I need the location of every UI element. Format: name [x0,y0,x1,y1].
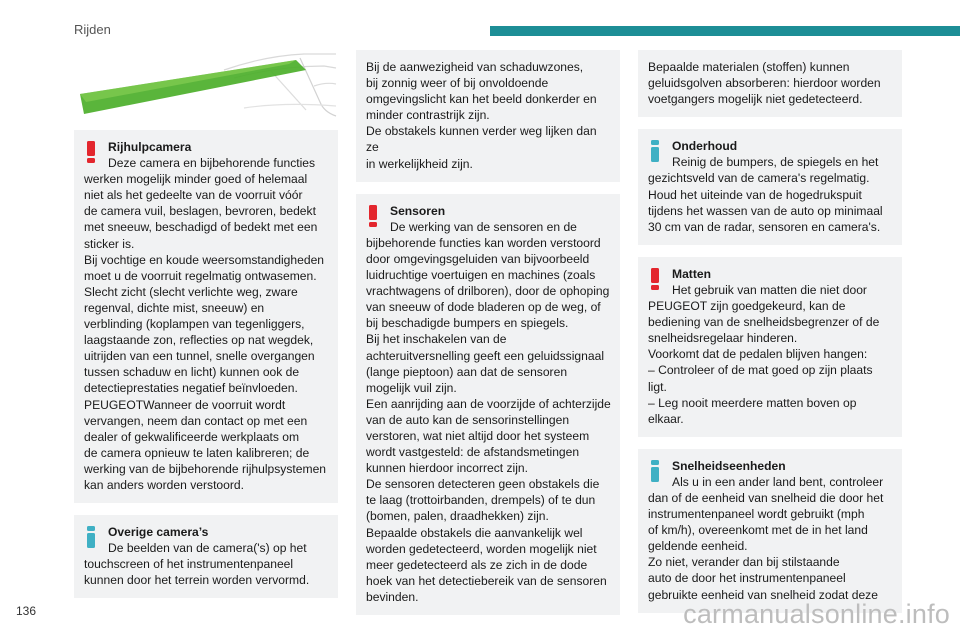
watermark: carmanualsonline.info [683,599,950,629]
note-body: bijbehorende functies kan worden verstoord door omgevingsgeluiden van bijvoorbeeld luidruchtige voertuigen en machines (zoals vrachtwagens of drilboren), door de ophoping van sneeuw of dode bladeren op de weg, of bij beschadigde bumpers en spiegels. Bij het inschakelen van de achteruitversnelling geeft een geluidssignaal (lange pieptoon) aan dat de sensoren mogelijk vuil zijn. Een aanrijding aan de voorzijde of achterzijde van de auto kan de sensorinstellingen verstoren, wat niet altijd door het systeem wordt vastgesteld: de afstandsmetingen kunnen hierdoor incorrect zijn. De sensoren detecteren geen obstakels die te laag (trottoirbanden, drempels) of te dun (bomen, palen, draadhekken) zijn. Bepaalde obstakels die aanvankelijk wel worden gedetecteerd, worden mogelijk niet meer gedetecteerd als ze zich in de dode hoek van het detectiebereik van de sensoren bevinden. [366,235,611,604]
note-overige-cameras [74,515,338,598]
column-1 [74,50,338,610]
camera-beam-shape [80,60,306,114]
note-body: werken mogelijk minder goed of helemaal niet als het gedeelte van de voorruit vóór de camera vuil, beslagen, bevroren, bedekt met sneeuw, beschadigd of bedekt met een sticker is. Bij vochtige en koude weersomstandigheden moet u de voorruit regelmatig ontwasemen. Slecht zicht (slecht verlichte weg, zware regenval, dichte mist, sneeuw) en verblinding (koplampen van tegenliggers, laagstaande zon, reflecties op nat wegdek, uitrijden van een tunnel, snelle overgangen tussen schaduw en licht) kunnen ook de detectieprestaties negatief beïnvloeden. PEUGEOTWanneer de voorruit wordt vervangen, neem dan contact op met een dealer of gekwalificeerde werkplaats om de camera opnieuw te laten kalibreren; de werking van de bijbehorende rijhulpsystemen kan anders worden verstoord. [84,172,327,492]
note-snelheidseenheden [638,449,902,613]
note-body: gezichtsveld van de camera's regelmatig. Houd het uiteinde van de hogedrukspuit tijdens het wassen van de auto op minimaal 30 cm van de radar, sensoren en camera's. [648,171,883,234]
note-body: Bepaalde materialen (stoffen) kunnen geluidsgolven absorberen: hierdoor worden voetgangers mogelijk niet gedetecteerd. [648,60,881,107]
note-title: Rijhulpcamera [108,140,192,154]
note-title: Onderhoud [672,139,738,154]
exclamation-icon [648,268,662,290]
note-title: Sensoren [390,203,446,218]
note-matten [638,257,902,437]
note-onderhoud [638,129,902,245]
note-title: Matten [672,266,711,281]
note-title: Overige camera’s [108,525,209,540]
note-schaduwzones [356,50,620,182]
info-icon [648,140,662,162]
note-intro: De werking van de sensoren en de [390,219,577,234]
note-body: Bij de aanwezigheid van schaduwzones, bij zonnig weer of bij onvoldoende omgevingslicht kan het beeld donkerder en minder contrastrijk zijn. De obstakels kunnen verder weg lijken dan ze in werkelijkheid zijn. [366,60,597,171]
info-icon [648,460,662,482]
column-3 [638,50,902,625]
exclamation-icon [84,141,98,163]
note-body: PEUGEOT zijn goedgekeurd, kan de bediening van de snelheidsbegrenzer of de snelheidsregelaar hinderen. Voorkomt dat de pedalen blijven hangen: – Controleer of de mat goed op zijn plaats ligt. – Leg nooit meerdere matten boven op elkaar. [648,299,880,426]
note-body: touchscreen of het instrumentenpaneel kunnen door het terrein worden vervormd. [84,557,310,588]
header-accent-bar [490,26,960,36]
note-title: Snelheidseenheden [672,458,786,473]
note-intro: Het gebruik van matten die niet door [672,282,867,297]
note-sensoren [356,194,620,615]
info-icon [84,526,98,548]
column-2 [356,50,620,627]
exclamation-icon [366,205,380,227]
note-materialen [638,50,902,117]
car-front-camera-beam-illustration [74,50,338,124]
note-intro: Deze camera en bijbehorende functies [108,156,316,171]
section-title: Rijden [74,22,111,37]
note-intro: De beelden van de camera('s) op het [108,541,307,556]
note-intro: Als u in een ander land bent, controleer [672,474,884,489]
page-number: 136 [16,604,37,618]
note-body: dan of de eenheid van snelheid die door het instrumentenpaneel wordt gebruikt (mph of km/h), overeenkomt met de in het land geldende eenheid. Zo niet, verander dan bij stilstaande auto de door het instrumentenpaneel gebruikte eenheid van snelheid zodat deze [648,490,884,602]
note-rijhulpcamera [74,130,338,503]
note-intro: Reinig de bumpers, de spiegels en het [672,155,879,170]
